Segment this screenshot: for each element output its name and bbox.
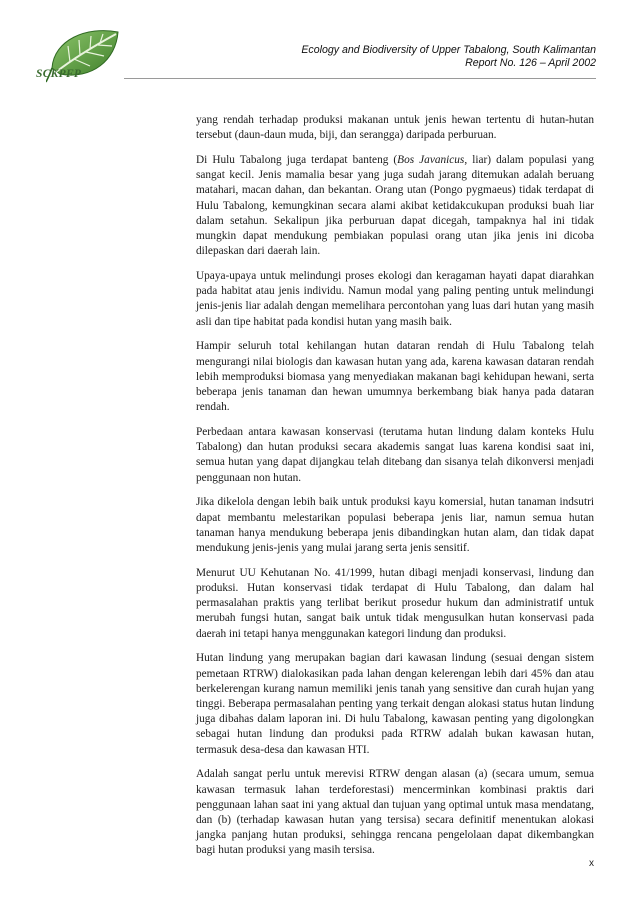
paragraph-text: , liar) dalam populasi yang sangat kecil. Jenis mamalia besar yang juga sudah jarang ditemukan adalah beruang matahari, macan dahan, dan bekantan. Orang utan (Pongo pygmaeus) tidak terdapat di Hulu Tabalong, kemungkinan secara alami akibat ketidakcukupan produksi buah liar dalam setahun. Sekalipun jika perburuan dapat dicegah, tampaknya hal ini tidak mungkin dapat mendukung pembiakan populasi orang utan jika jenis ini dicoba dilepaskan dari daerah lain. [196,154,594,258]
species-name: Bos Javanicus [397,154,465,166]
header-divider [124,78,596,79]
paragraph: Jika dikelola dengan lebih baik untuk produksi kayu komersial, hutan tanaman indsutri dapat membantu melestarikan populasi beberapa jenis liar, namun semua hutan tanaman hanya mendukung beberapa jenis dibandingkan hutan alam, dan tidak dapat mendukung jenis-jenis yang mulai jarang serta jenis sensitif. [196,496,594,555]
page-header [0,0,638,90]
header-title-line2: Report No. 126 – April 2002 [465,57,596,69]
paragraph: Hampir seluruh total kehilangan hutan dataran rendah di Hulu Tabalong telah mengurangi nilai biologis dan kawasan hutan yang ada, karena kawasan dataran rendah lebih memproduksi biomasa yang menyediakan makanan bagi kehidupan hewani, serta beberapa jenis tanaman dan hewan umumnya berkembang biak hanya pada dataran rendah. [196,340,594,414]
logo-text: SCKPFP [36,68,82,80]
paragraph: yang rendah terhadap produksi makanan untuk jenis hewan tertentu di hutan-hutan tersebut (daun-daun muda, biji, dan serangga) daripada perburuan. [196,114,594,142]
body-text [196,113,594,868]
page-number: x [589,858,594,869]
paragraph: Hutan lindung yang merupakan bagian dari kawasan lindung (sesuai dengan sistem pemetaan RTRW) dialokasikan pada lahan dengan kelerengan lebih dari 45% dan atau berkelerengan kurang namun memiliki jenis tanah yang sensitive dan curah hujan yang tinggi. Beberapa permasalahan penting yang terkait dengan alokasi status hutan lindung juga dibahas dalam laporan ini. Di hulu Tabalong, kawasan penting yang digolongkan sebagai hutan lindung dan produksi pada RTRW adalah bukan kawasan hutan, termasuk desa-desa dan kawasan HTI. [196,652,594,756]
paragraph: Adalah sangat perlu untuk merevisi RTRW dengan alasan (a) (secara umum, semua kawasan termasuk lahan terdeforestasi) mencerminkan kombinasi praktis dari penggunaan lahan saat ini yang aktual dan tujuan yang optimal untuk masa mendatang, dan (b) (terhadap kawasan hutan yang tersisa) secara definitif menentukan alokasi jangka panjang hutan produksi, sehingga rencana pengelolaan dapat dikembangkan bagi hutan produksi yang masih tersisa. [196,768,594,857]
paragraph: Menurut UU Kehutanan No. 41/1999, hutan dibagi menjadi konservasi, lindung dan produksi. Hutan konservasi tidak terdapat di Hulu Tabalong, dan dalam hal permasalahan praktis yang terlibat berikut prosedur hukum dan administratif untuk merubah fungsi hutan, sangat baik untuk tidak mengusulkan hutan konservasi pada daerah ini tetapi hanya menggunakan kategori lindung dan produksi. [196,566,594,640]
report-header-title [176,44,596,70]
paragraph: Perbedaan antara kawasan konservasi (terutama hutan lindung dalam konteks Hulu Tabalong) dan hutan produksi secara akademis sangat luas karena kondisi saat ini, semua hutan yang dapat dijangkau telah ditebang dan sisanya telah dikonversi menjadi penggunaan non hutan. [196,426,594,484]
paragraph-text: Di Hulu Tabalong juga terdapat banteng ( [196,154,398,166]
header-title-line1: Ecology and Biodiversity of Upper Tabalong, South Kalimantan [301,44,596,56]
paragraph: Upaya-upaya untuk melindungi proses ekologi dan keragaman hayati dapat diarahkan pada habitat atau jenis individu. Namun modal yang paling penting untuk melindungi jenis-jenis liar adalah dengan memelihara percontohan yang luas dari hutan yang masih asli dan tipe habitat pada kondisi hutan yang masih baik. [196,270,594,328]
paragraph [196,153,594,259]
